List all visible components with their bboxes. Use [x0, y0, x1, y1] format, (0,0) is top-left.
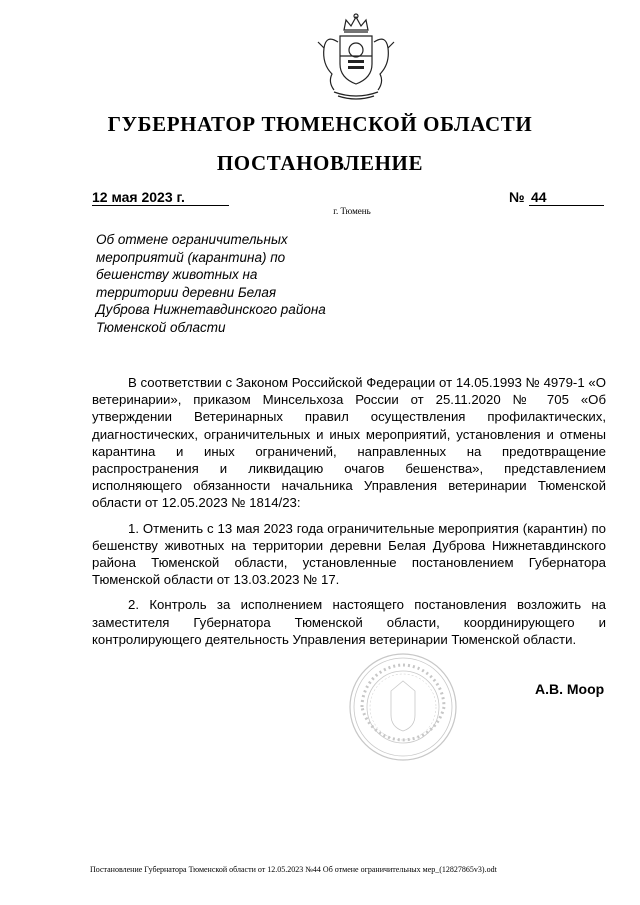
preamble-paragraph: В соответствии с Законом Российской Федерации от 14.05.1993 № 4979-1 «О ветеринарии», приказом Минсельхоза России от 25.11.2020 № 705 «Об утверждении Ветеринарных правил осуществления профилактических, диагностических, ограничительных и иных мероприятий, установления и отмены карантина и иных ограничений, направленных на предотвращение распространения и ликвидацию очагов бешенства», представлением исполняющего обязанности начальника Управления ветеринарии Тюменской области от 12.05.2023 № 1814/23: [92, 375, 606, 511]
document-type-title: ПОСТАНОВЛЕНИЕ [216, 151, 424, 175]
document-date: 12 мая 2023 г. [92, 189, 229, 206]
issuing-authority-title: ГУБЕРНАТОР ТЮМЕНСКОЙ ОБЛАСТИ [107, 112, 533, 136]
document-number: 44 [529, 189, 604, 206]
signatory-name: А.В. Моор [535, 681, 605, 697]
document-body [92, 374, 606, 656]
document-number-label: № [509, 189, 525, 205]
subject-line: Дуброва Нижнетавдинского района [96, 302, 326, 317]
subject-line: Тюменской области [96, 319, 226, 335]
coat-of-arms-icon [314, 12, 398, 102]
issuing-city: г. Тюмень [333, 206, 371, 216]
item-2-paragraph: 2. Контроль за исполнением настоящего постановления возложить на заместителя Губернатора Тюменской области, координирующего и контролирующего деятельность Управления ветеринарии Тюменской области. [92, 597, 606, 647]
official-seal-icon [347, 651, 459, 763]
subject-line: бешенству животных на [96, 267, 258, 282]
subject-line: мероприятий (карантина) по [96, 249, 286, 265]
subject-line: территории деревни Белая [96, 284, 277, 300]
subject-line: Об отмене ограничительных [96, 232, 288, 247]
file-footer: Постановление Губернатора Тюменской области от 12.05.2023 №44 Об отмене ограничительных мер_(12827865v3).odt [90, 865, 497, 874]
document-subject [96, 231, 356, 336]
item-1-paragraph: 1. Отменить с 13 мая 2023 года ограничительные мероприятия (карантин) по бешенству животных на территории деревни Белая Дуброва Нижнетавдинского района Тюменской области, установленные постановлением Губернатора Тюменской области от 13.03.2023 № 17. [92, 520, 606, 588]
